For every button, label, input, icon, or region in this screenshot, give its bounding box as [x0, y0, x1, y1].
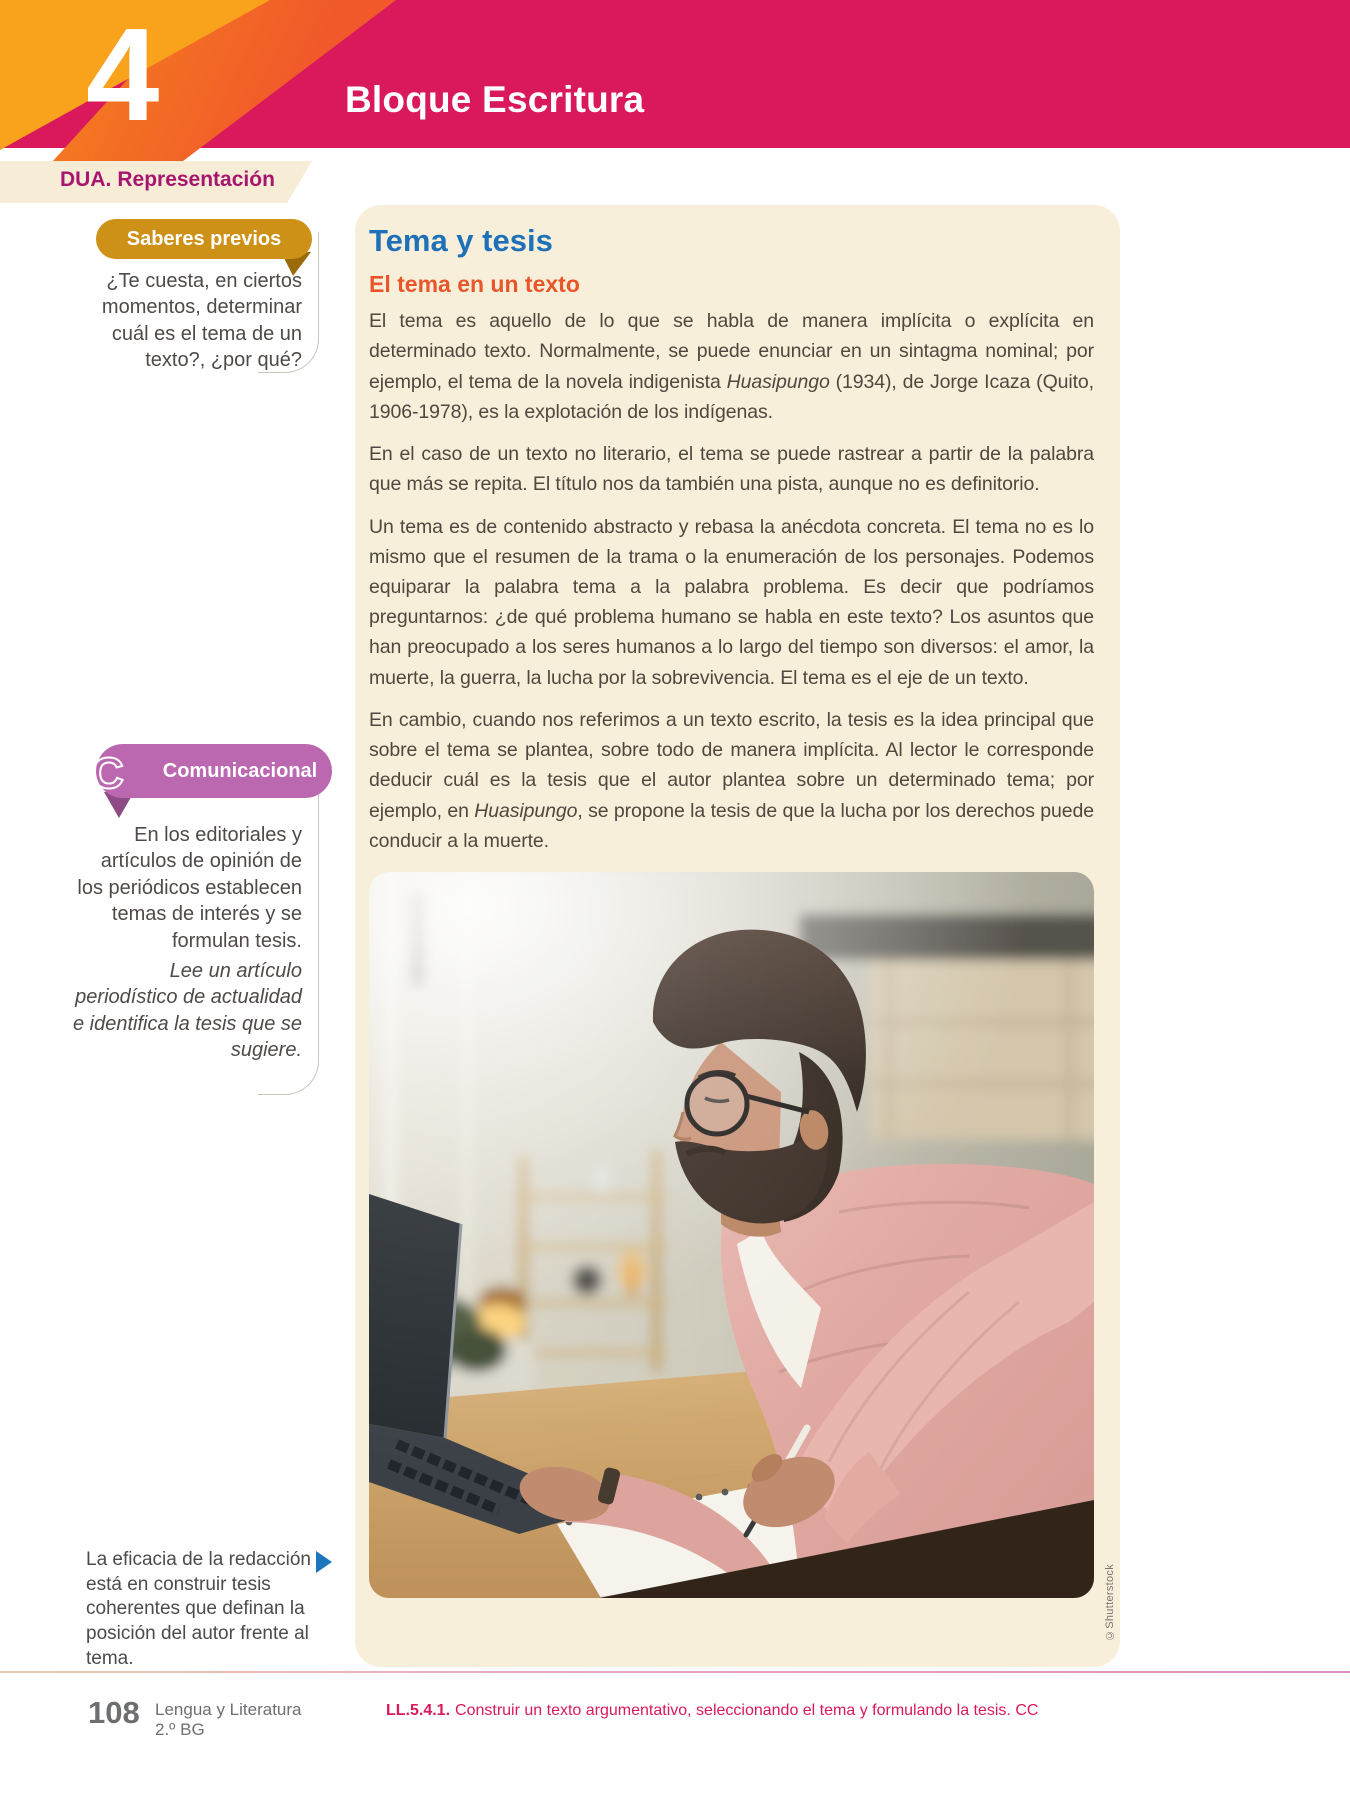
standard-text: Construir un texto argumentativo, seleccionando el tema y formulando la tesis. CC	[455, 1702, 1039, 1719]
photo-caption: La eficacia de la redacción está en construir tesis coherentes que definan la posición del autor frente al tema.	[86, 1549, 311, 1669]
body-paragraph: En cambio, cuando nos referimos a un texto escrito, la tesis es la idea principal que sobre el tema se plantea, sobre todo de manera implícita. Al lector le corresponde deducir cuál es la tesis que el autor plantea sobre un determinado tema; por ejemplo, en Huasipungo, se propone la tesis de que la lucha por los derechos puede conducir a la muerte.	[369, 708, 1094, 852]
body-paragraph: En el caso de un texto no literario, el tema se puede rastrear a partir de la palabra que más se repita. El título nos da también una pista, aunque no es definitorio.	[369, 443, 1094, 496]
block-title: Bloque Escritura	[345, 79, 645, 120]
footer-divider	[0, 1671, 1350, 1673]
body-paragraph: El tema es aquello de lo que se habla de manera implícita o explícita en determinado texto. Normalmente, se puede enunciar en un sintagma nominal; por ejemplo, el tema de la novela indigenista Huasipungo (1934), de Jorge Icaza (Quito, 1906-1978), es la explotación de los indígenas.	[369, 310, 1094, 423]
comunicacional-activity: Lee un artículo periodístico de actualidad e identifica la tesis que se sugiere.	[72, 959, 302, 1062]
book-grade: 2.º BG	[155, 1720, 205, 1740]
content-panel	[355, 205, 1120, 1667]
unit-number: 4	[86, 1, 160, 148]
comunicacional-badge	[92, 744, 332, 798]
dua-text	[60, 168, 275, 192]
comunicacional-note	[70, 822, 302, 1068]
photo-man-writing	[369, 872, 1094, 1598]
section-subtitle: El tema en un texto	[369, 270, 580, 297]
letter-c-outline-icon	[82, 748, 142, 803]
dua-label: DUA.	[60, 168, 112, 191]
comunicacional-title: Comunicacional	[162, 760, 318, 782]
body-paragraphs	[369, 306, 1094, 856]
book-subject: Lengua y Literatura	[155, 1700, 302, 1719]
saberes-previos-question: ¿Te cuesta, en ciertos momentos, determinar cuál es el tema de un texto?, ¿por qué?	[101, 270, 302, 372]
page-number: 108	[88, 1695, 140, 1730]
standard-code: LL.5.4.1.	[386, 1702, 451, 1719]
svg-text:C: C	[92, 749, 124, 798]
body-paragraph: Un tema es de contenido abstracto y rebasa la anécdota concreta. El tema no es lo mismo que el resumen de la trama o la enumeración de los personajes. Podemos equiparar la palabra tema a la palabra problema. Es decir que podríamos preguntarnos: ¿de qué problema humano se habla en este texto? Los asuntos que han preocupado a los seres humanos a lo largo del tiempo son diversos: el amor, la muerte, la guerra, la lucha por la sobrevivencia. El tema es el eje de un texto.	[369, 515, 1094, 689]
book-info	[155, 1700, 302, 1740]
curriculum-standard	[386, 1702, 1038, 1720]
page-title: Tema y tesis	[369, 223, 553, 258]
play-arrow-icon	[316, 1551, 332, 1573]
comunicacional-text: En los editoriales y artículos de opinión de los periódicos establecen temas de interés y se formulan tesis.	[77, 824, 302, 952]
saberes-previos-badge: Saberes previos	[96, 219, 312, 259]
dua-value: Representación	[117, 168, 275, 191]
photo-credit: ©Shutterstock	[1104, 1563, 1116, 1641]
photo-illustration	[369, 872, 1094, 1598]
